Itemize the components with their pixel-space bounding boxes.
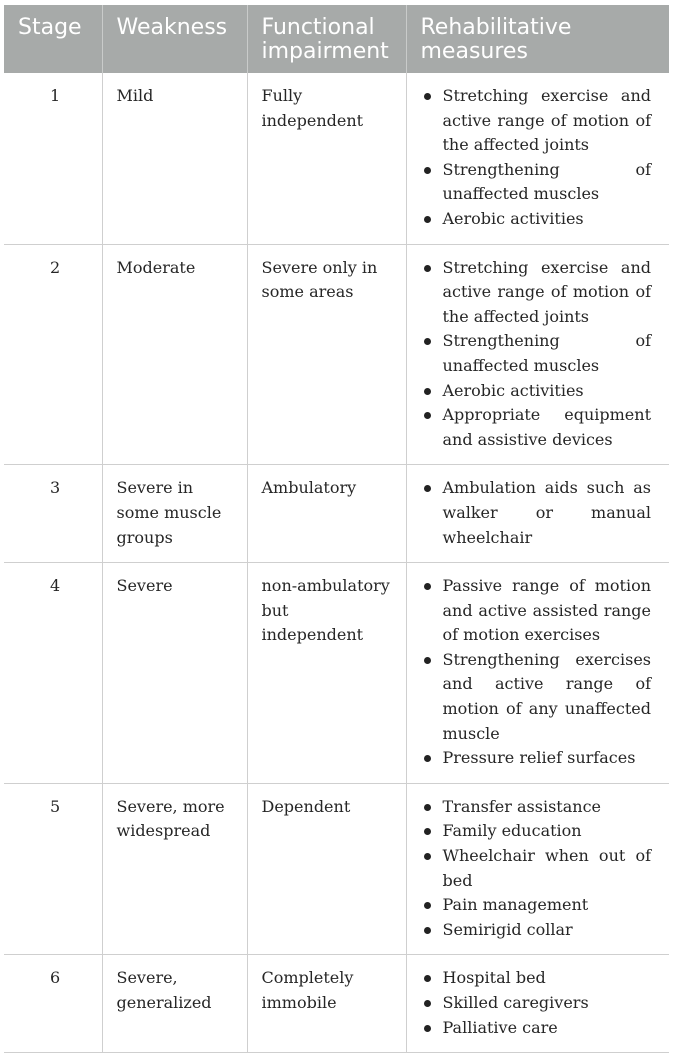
header-weakness: Weakness (102, 5, 247, 73)
list-item: Strengthening of unaffected muscles (421, 158, 652, 207)
table-row (4, 244, 669, 465)
table-row (4, 465, 669, 563)
weakness-cell: Severe, generalized (102, 955, 247, 1053)
rehabilitative-measures-cell (406, 955, 669, 1053)
rehabilitation-stages-table (4, 5, 669, 1053)
weakness-cell: Severe, more widespread (102, 783, 247, 955)
list-item: Strengthening of unaffected muscles (421, 329, 652, 378)
rehabilitative-measures-cell (406, 563, 669, 784)
stage-cell: 2 (4, 244, 102, 465)
list-item: Semirigid collar (421, 918, 652, 943)
list-item: Passive range of motion and active assisted range of motion exercises (421, 574, 652, 648)
list-item: Strengthening exercises and active range of motion of any unaffected muscle (421, 648, 652, 746)
list-item: Stretching exercise and active range of motion of the affected joints (421, 256, 652, 330)
measures-list (421, 574, 652, 771)
measures-list (421, 966, 652, 1040)
list-item: Stretching exercise and active range of motion of the affected joints (421, 84, 652, 158)
functional-impairment-cell: Completely immobile (247, 955, 406, 1053)
weakness-cell: Severe in some muscle groups (102, 465, 247, 563)
list-item: Palliative care (421, 1016, 652, 1041)
table-row (4, 73, 669, 244)
stage-cell: 5 (4, 783, 102, 955)
table-row (4, 563, 669, 784)
list-item: Appropriate equipment and assistive devices (421, 403, 652, 452)
stage-cell: 6 (4, 955, 102, 1053)
list-item: Skilled caregivers (421, 991, 652, 1016)
header-row (4, 5, 669, 73)
list-item: Family education (421, 819, 652, 844)
list-item: Pressure relief surfaces (421, 746, 652, 771)
list-item: Aerobic activities (421, 379, 652, 404)
measures-list (421, 256, 652, 453)
table-container (4, 5, 669, 1053)
table-row (4, 955, 669, 1053)
table-row (4, 783, 669, 955)
stage-cell: 3 (4, 465, 102, 563)
functional-impairment-cell: Ambulatory (247, 465, 406, 563)
measures-list (421, 795, 652, 943)
list-item: Pain management (421, 893, 652, 918)
weakness-cell: Moderate (102, 244, 247, 465)
functional-impairment-cell: Dependent (247, 783, 406, 955)
rehabilitative-measures-cell (406, 73, 669, 244)
rehabilitative-measures-cell (406, 783, 669, 955)
list-item: Aerobic activities (421, 207, 652, 232)
functional-impairment-cell: Severe only in some areas (247, 244, 406, 465)
list-item: Wheelchair when out of bed (421, 844, 652, 893)
list-item: Ambulation aids such as walker or manual wheelchair (421, 476, 652, 550)
header-rehabilitative-measures: Rehabilitative measures (406, 5, 669, 73)
functional-impairment-cell: non-ambulatory but independent (247, 563, 406, 784)
measures-list (421, 476, 652, 550)
measures-list (421, 84, 652, 232)
list-item: Hospital bed (421, 966, 652, 991)
weakness-cell: Severe (102, 563, 247, 784)
stage-cell: 1 (4, 73, 102, 244)
table-body (4, 73, 669, 1053)
rehabilitative-measures-cell (406, 465, 669, 563)
header-functional-impairment: Functional impairment (247, 5, 406, 73)
header-stage: Stage (4, 5, 102, 73)
table-header (4, 5, 669, 73)
functional-impairment-cell: Fully independent (247, 73, 406, 244)
stage-cell: 4 (4, 563, 102, 784)
weakness-cell: Mild (102, 73, 247, 244)
list-item: Transfer assistance (421, 795, 652, 820)
rehabilitative-measures-cell (406, 244, 669, 465)
